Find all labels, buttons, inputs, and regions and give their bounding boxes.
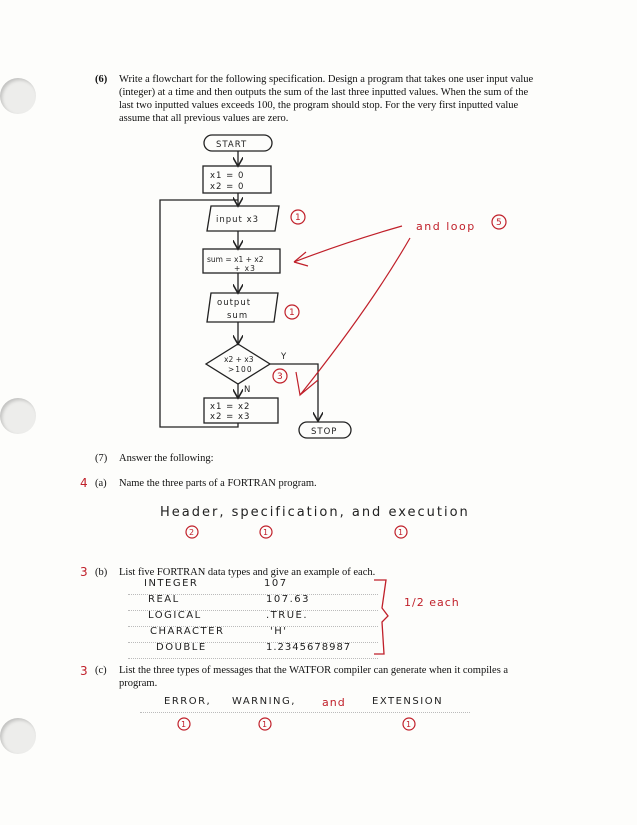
table-row	[128, 626, 378, 643]
type-cell: REAL	[148, 594, 180, 605]
grade-mark-loop: 5	[496, 218, 502, 228]
table-row	[128, 594, 378, 611]
table-row	[128, 578, 378, 595]
example-cell: .TRUE.	[266, 610, 309, 621]
type-cell: LOGICAL	[148, 610, 202, 621]
decision-line-2: >100	[228, 365, 253, 374]
input-label: input x3	[216, 215, 260, 225]
sum-line-1: sum = x1 + x2	[207, 255, 264, 264]
decision-line-1: x2 + x3	[224, 355, 254, 364]
grade-marks-7c	[0, 712, 637, 742]
question-7c-label: (c)	[95, 665, 107, 676]
answer-7c-and: and	[322, 696, 346, 709]
init-line-2: x2 = 0	[210, 182, 245, 192]
example-cell: 1.2345678987	[266, 642, 352, 653]
stop-label: STOP	[311, 427, 338, 437]
question-7-text: Answer the following:	[119, 453, 214, 464]
answer-7c	[140, 696, 470, 713]
question-7-number: (7)	[95, 453, 108, 464]
answer-7c-error: ERROR,	[164, 696, 212, 707]
score-7a: 4	[80, 476, 89, 490]
type-cell: DOUBLE	[156, 642, 207, 653]
type-cell: CHARACTER	[150, 626, 225, 637]
question-7b-text: List five FORTRAN data types and give an example of each.	[119, 567, 376, 578]
no-label: N	[244, 385, 252, 395]
question-6-number: (6)	[95, 74, 108, 85]
output-line-1: output	[217, 298, 252, 308]
yes-label: Y	[281, 352, 288, 362]
question-7c-text: List the three types of messages that the WATFOR compiler can generate when it compiles a program.	[119, 665, 509, 689]
grade-mark-7c-2: 1	[262, 720, 268, 729]
loop-arrow-stroke	[294, 226, 402, 266]
grade-mark-output: 1	[289, 308, 295, 318]
red-brace	[372, 578, 412, 658]
start-label: START	[216, 140, 248, 150]
table-row	[128, 642, 378, 659]
example-cell: 'H'	[270, 626, 288, 637]
assign-line-2: x2 = x3	[210, 412, 251, 422]
question-7a-label: (a)	[95, 478, 107, 489]
answer-7a: Header, specification, and execution	[160, 505, 470, 520]
question-7b-label: (b)	[95, 567, 108, 578]
decision-diamond	[206, 344, 270, 384]
score-7c: 3	[80, 664, 89, 678]
sum-line-2: + x3	[234, 264, 256, 273]
example-cell: 107.63	[266, 594, 310, 605]
answer-7c-warning: WARNING,	[232, 696, 296, 707]
grade-mark-7c-1: 1	[181, 720, 187, 729]
grade-mark-7c-3: 1	[406, 720, 412, 729]
grade-mark-7a-3: 1	[398, 528, 404, 537]
grade-mark-decision: 3	[277, 372, 283, 382]
grade-mark-7a-2: 1	[263, 528, 269, 537]
type-cell: INTEGER	[144, 578, 199, 589]
loop-note: and loop	[416, 220, 476, 233]
loop-arrow-stroke-2	[296, 238, 410, 395]
score-7b: 3	[80, 565, 89, 579]
answer-7c-extension: EXTENSION	[372, 696, 444, 707]
output-line-2: sum	[227, 311, 249, 321]
question-6-text: Write a flowchart for the following specification. Design a program that takes one user input value (integer) at a time and then outputs the sum of the last three inputted values. When the sum of the last two inputted values exceeds 100, the program should stop. For the very first inputted value assume that all previous values are zero.	[119, 74, 534, 124]
grade-mark-input: 1	[295, 213, 301, 223]
assign-line-1: x1 = x2	[210, 402, 251, 412]
question-7a-text: Name the three parts of a FORTRAN program.	[119, 478, 317, 489]
init-line-1: x1 = 0	[210, 171, 245, 181]
note-7b: 1/2 each	[404, 596, 460, 609]
table-row	[128, 610, 378, 627]
example-cell: 107	[264, 578, 288, 589]
grade-mark-7a-1: 2	[189, 528, 195, 537]
grade-marks-7a	[0, 520, 637, 550]
